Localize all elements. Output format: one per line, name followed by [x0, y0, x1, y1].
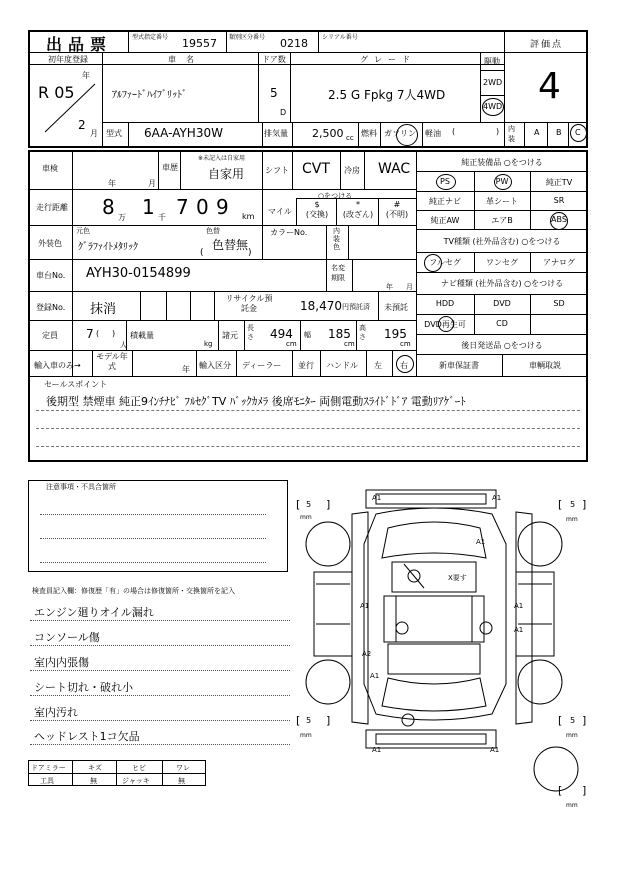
damage-mark: A2 [362, 650, 372, 658]
car-damage-diagram [296, 484, 594, 814]
svg-text:[: [ [558, 498, 563, 511]
sales-point-text: 後期型 禁煙車 純正9ｲﾝﾁﾅﾋﾞ ﾌﾙｾｸﾞTV ﾊﾞｯｸｶﾒﾗ 後席ﾓﾆﾀｰ 両側電動ｽﾗｲﾄﾞﾄﾞｱ 電動ﾘｱｹﾞｰﾄ [46, 395, 466, 408]
first-reg-slash [40, 80, 100, 135]
doors-label: ドア数 [262, 55, 286, 64]
class-label: 類別区分番号 [229, 34, 266, 41]
class-value: 0218 [280, 37, 308, 50]
svg-text:[: [ [296, 714, 301, 727]
damage-mark: A1 [492, 494, 502, 502]
svg-text:[: [ [558, 714, 563, 727]
grade-label: グレード [360, 55, 416, 64]
recycle-value: 18,470 [300, 299, 342, 313]
first-reg-label: 初年度登録 [48, 55, 88, 64]
damage-mark: A1 [514, 626, 524, 634]
first-reg-year: R 05 [38, 83, 75, 102]
car-name: ｱﾙﾌｧｰﾄﾞﾊｲﾌﾞﾘｯﾄﾞ [112, 90, 187, 101]
color-change: 色替無 [212, 238, 249, 252]
notes-box [28, 480, 288, 572]
note-item: ヘッドレスト1コ欠品 [34, 730, 140, 743]
damage-mark: X要す [448, 574, 467, 582]
model-cert-label: 型式指定番号 [132, 34, 169, 41]
damage-mark: A1 [370, 672, 380, 680]
fuel-value: ガソリン [384, 129, 416, 138]
note-item: コンソール傷 [34, 631, 100, 644]
svg-text:[: [ [296, 498, 301, 511]
damage-mark: A1 [476, 538, 486, 546]
plate-value: 抹消 [90, 302, 117, 317]
svg-text:[: [ [558, 784, 563, 797]
orig-color: ｸﾞﾗﾌｧｲﾄﾒﾀﾘｯｸ [78, 242, 138, 253]
note-item: 室内汚れ [34, 706, 78, 719]
damage-mark: A1 [372, 746, 382, 754]
svg-text:]: ] [582, 714, 587, 727]
serial-label: シリアル番号 [322, 34, 358, 41]
car-name-label: 車名 [168, 55, 204, 64]
ac-value: WAC [378, 161, 411, 177]
note-item: シート切れ・破れ小 [34, 681, 133, 694]
damage-mark: A1 [490, 746, 500, 754]
model-cert-value: 19557 [182, 37, 217, 50]
grade-value: 2.5 G Fpkg 7人4WD [328, 88, 446, 102]
displacement-value: 2,500 [312, 127, 344, 140]
shift-value: CVT [302, 161, 330, 177]
page-title: 出品票 [46, 35, 113, 54]
damage-mark: A1 [372, 494, 382, 502]
history-value: 自家用 [208, 167, 245, 181]
svg-text:]: ] [326, 714, 331, 727]
first-reg-month: 2 [78, 118, 86, 132]
doors-value: 5 [270, 86, 278, 100]
damage-mark: A1 [514, 602, 524, 610]
chassis-value: AYH30-0154899 [86, 266, 191, 281]
svg-text:]: ] [582, 784, 587, 797]
note-item: 室内内張傷 [34, 656, 89, 669]
grade-score: 4 [538, 66, 561, 107]
svg-text:]: ] [582, 498, 587, 511]
svg-text:]: ] [326, 498, 331, 511]
type-value: 6AA-AYH30W [144, 126, 223, 140]
damage-mark: A1 [360, 602, 370, 610]
note-item: エンジン廻りオイル漏れ [34, 606, 154, 619]
grade-score-label: 評価点 [530, 40, 564, 50]
